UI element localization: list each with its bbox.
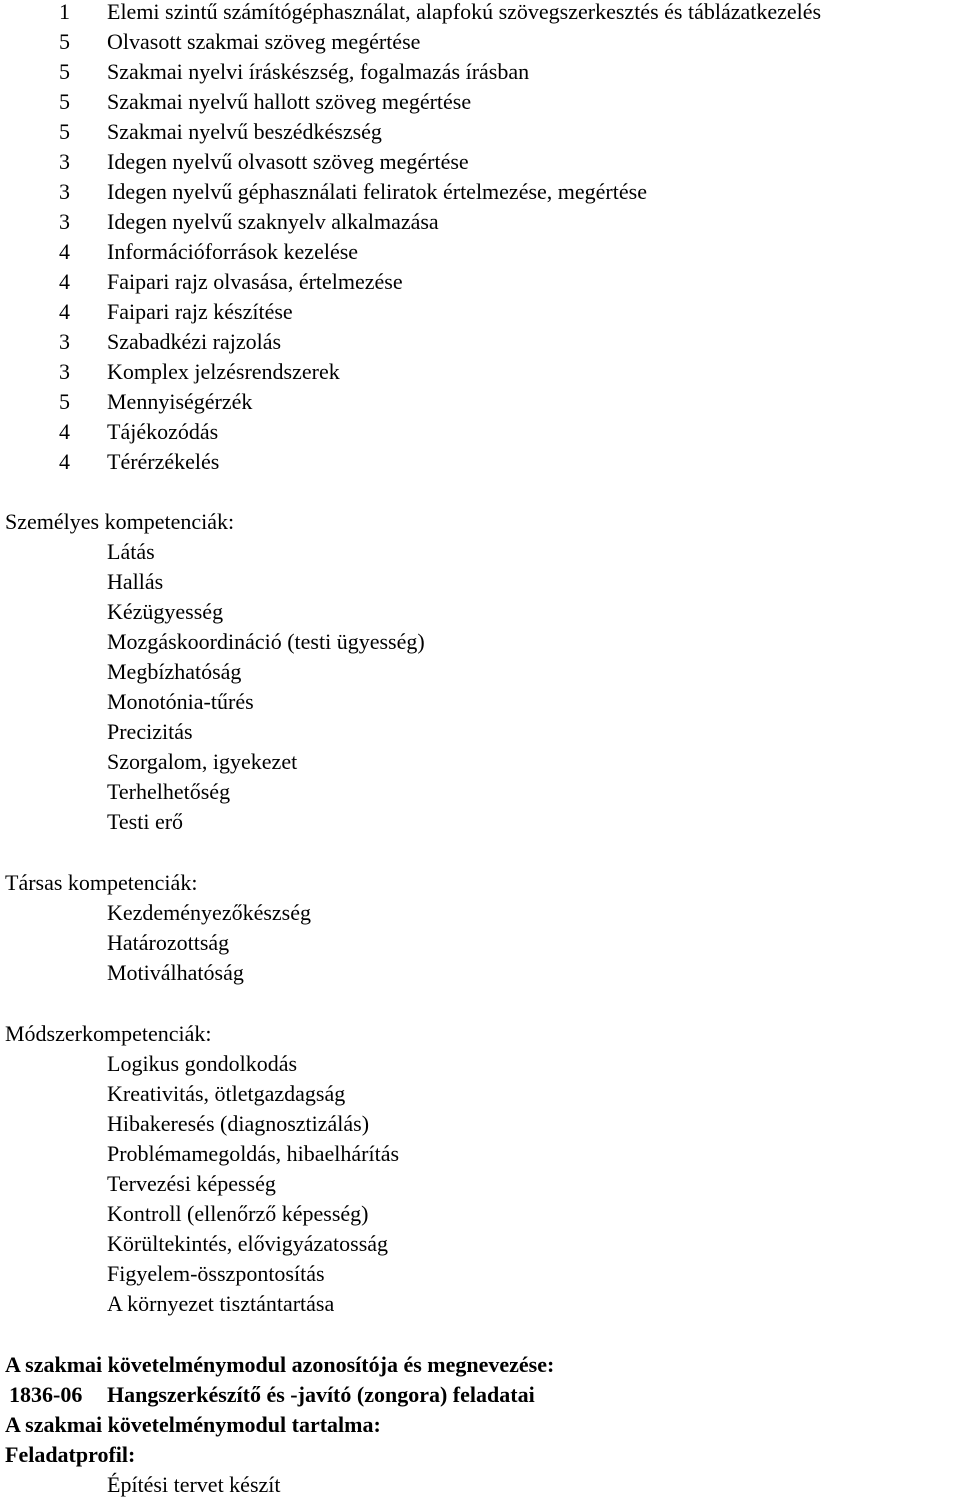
module-title-row (0, 1380, 960, 1410)
list-item: Megbízhatóság (107, 659, 242, 684)
skill-name: Szabadkézi rajzolás (107, 329, 282, 354)
list-item: A környezet tisztántartása (107, 1291, 335, 1316)
skill-level: 5 (59, 29, 70, 54)
skill-name: Szakmai nyelvi íráskészség, fogalmazás írásban (107, 59, 530, 84)
task-profile-heading: Feladatprofil: (5, 1442, 136, 1467)
list-item: Terhelhetőség (107, 779, 231, 804)
skill-name: Faipari rajz készítése (107, 299, 293, 324)
list-item: Hallás (107, 569, 164, 594)
module-name: Hangszerkészítő és -javító (zongora) feladatai (107, 1382, 535, 1407)
list-item: Logikus gondolkodás (107, 1051, 298, 1076)
skill-name: Idegen nyelvű olvasott szöveg megértése (107, 149, 469, 174)
list-item: Látás (107, 539, 155, 564)
skill-level: 4 (59, 449, 70, 474)
skill-name: Olvasott szakmai szöveg megértése (107, 29, 421, 54)
skill-level: 1 (59, 0, 70, 24)
skill-level: 5 (59, 59, 70, 84)
list-item: Mozgáskoordináció (testi ügyesség) (107, 629, 425, 654)
skill-level: 3 (59, 329, 70, 354)
skill-name: Tájékozódás (107, 419, 219, 444)
skill-level: 5 (59, 119, 70, 144)
list-item: Motiválhatóság (107, 960, 244, 985)
list-item: Kezdeményezőkészség (107, 900, 312, 925)
skill-name: Elemi szintű számítógéphasználat, alapfokú szövegszerkesztés és táblázatkezelés (107, 0, 822, 24)
list-item: Precizitás (107, 719, 193, 744)
list-item: Kreativitás, ötletgazdagság (107, 1081, 346, 1106)
skill-name: Mennyiségérzék (107, 389, 253, 414)
skill-name: Térérzékelés (107, 449, 220, 474)
list-item: Kézügyesség (107, 599, 224, 624)
module-id-heading: A szakmai követelménymodul azonosítója és megnevezése: (5, 1352, 555, 1377)
list-item: Monotónia-tűrés (107, 689, 254, 714)
skill-level: 5 (59, 89, 70, 114)
skill-name: Szakmai nyelvű hallott szöveg megértése (107, 89, 472, 114)
skill-level: 3 (59, 149, 70, 174)
skill-level: 5 (59, 389, 70, 414)
list-item: Körültekintés, elővigyázatosság (107, 1231, 389, 1256)
list-item: Figyelem-összpontosítás (107, 1261, 325, 1286)
skill-name: Idegen nyelvű szaknyelv alkalmazása (107, 209, 439, 234)
list-item: Határozottság (107, 930, 230, 955)
skill-level: 4 (59, 269, 70, 294)
skill-level: 4 (59, 299, 70, 324)
skill-level: 4 (59, 419, 70, 444)
personal-competencies-heading: Személyes kompetenciák: (5, 509, 235, 534)
skill-name: Szakmai nyelvű beszédkészség (107, 119, 382, 144)
skill-name: Faipari rajz olvasása, értelmezése (107, 269, 403, 294)
list-item: Tervezési képesség (107, 1171, 276, 1196)
method-competencies-heading: Módszerkompetenciák: (5, 1021, 212, 1046)
list-item: Szorgalom, igyekezet (107, 749, 298, 774)
skill-level: 4 (59, 239, 70, 264)
module-content-heading: A szakmai követelménymodul tartalma: (5, 1412, 381, 1437)
skill-name: Információforrások kezelése (107, 239, 359, 264)
list-item: Testi erő (107, 809, 184, 834)
list-item: Kontroll (ellenőrző képesség) (107, 1201, 369, 1226)
skill-name: Komplex jelzésrendszerek (107, 359, 340, 384)
list-item: Problémamegoldás, hibaelhárítás (107, 1141, 400, 1166)
skill-name: Idegen nyelvű géphasználati feliratok értelmezése, megértése (107, 179, 647, 204)
skill-level: 3 (59, 209, 70, 234)
module-code: 1836-06 (9, 1382, 83, 1407)
skill-level: 3 (59, 179, 70, 204)
list-item: Hibakeresés (diagnosztizálás) (107, 1111, 370, 1136)
skill-level: 3 (59, 359, 70, 384)
social-competencies-heading: Társas kompetenciák: (5, 870, 198, 895)
list-item: Építési tervet készít (107, 1472, 281, 1497)
